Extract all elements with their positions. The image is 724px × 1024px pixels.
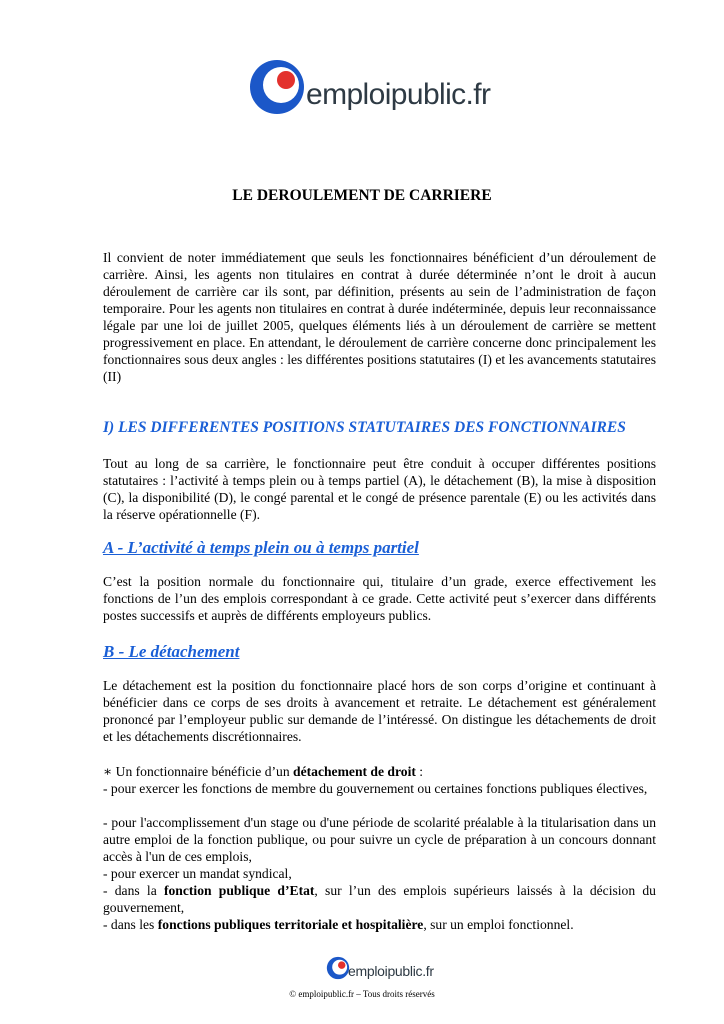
page-title: LE DEROULEMENT DE CARRIERE	[232, 187, 492, 204]
section-1-paragraph: Tout au long de sa carrière, le fonctionnaire peut être conduit à occuper différentes positions statutaires : l’activité à temps plein ou à temps partiel (A), le détachement (B), la mise à disposition (C), la disponibilité (D), le congé parental et le congé de présence parentale (E) ou les activités dans la réserve opérationnelle (F).	[103, 456, 656, 522]
section-1-heading: I) LES DIFFERENTES POSITIONS STATUTAIRES DES FONCTIONNAIRES	[103, 419, 626, 436]
list-item: - dans la fonction publique d’Etat, sur l’un des emplois supérieurs laissés à la décision du gouvernement,	[103, 883, 656, 915]
list-item: - dans les fonctions publiques territoriale et hospitalière, sur un emploi fonctionnel.	[103, 917, 574, 932]
logo-text: emploipublic.fr	[306, 78, 491, 111]
footer-logo-text: emploipublic.fr	[348, 963, 434, 979]
list-item: - pour exercer les fonctions de membre du gouvernement ou certaines fonctions publiques électives,	[103, 781, 648, 796]
list-item: - pour l'accomplissement d'un stage ou d'une période de scolarité préalable à la titularisation dans un autre emploi de la fonction publique, ou pour suivre un cycle de préparation à un concours donnant accès à l'un de ces emplois,	[103, 815, 656, 864]
intro-paragraph: Il convient de noter immédiatement que seuls les fonctionnaires bénéficient d’un déroulement de carrière. Ainsi, les agents non titulaires en contrat à durée déterminée n’ont le droit à aucun déroulement de carrière car ils sont, par définition, présents au sein de l’administration de façon temporaire. Pour les agents non titulaires en contrat à durée indéterminée, depuis leur reconnaissance légale par une loi de juillet 2005, quelques éléments liés à un déroulement de carrière se mettent progressivement en place. En attendant, le déroulement de carrière concerne donc principalement les fonctionnaires sous deux angles : les différentes positions statutaires (I) et les avancements statutaires (II)	[103, 250, 656, 384]
footer-logo-mark-icon	[326, 956, 350, 980]
logo-mark-icon	[248, 58, 306, 116]
copyright-notice: © emploipublic.fr – Tous droits réservés	[289, 989, 435, 999]
section-b-paragraph: Le détachement est la position du fonctionnaire placé hors de son corps d’origine et continuant à bénéficier dans ce corps de ses droits à avancement et retraite. Le détachement est généralement prononcé par l’employeur public sur demande de l’intéressé. On distingue les détachements de droit et les détachements discrétionnaires.	[103, 678, 656, 744]
section-a-heading: A - L’activité à temps plein ou à temps partiel	[103, 538, 419, 557]
footer-logo	[326, 954, 436, 984]
emploipublic-logo	[248, 56, 528, 126]
section-a-paragraph: C’est la position normale du fonctionnaire qui, titulaire d’un grade, exerce effectivement les fonctions de l’un des emplois correspondant à ce grade. Cette activité peut s’exercer dans différents postes successifs et auprès de différents employeurs publics.	[103, 574, 656, 623]
section-b-heading: B - Le détachement	[103, 642, 240, 661]
detachement-de-droit-intro: ∗ Un fonctionnaire bénéficie d’un détachement de droit :	[103, 764, 424, 779]
list-item: - pour exercer un mandat syndical,	[103, 866, 292, 881]
